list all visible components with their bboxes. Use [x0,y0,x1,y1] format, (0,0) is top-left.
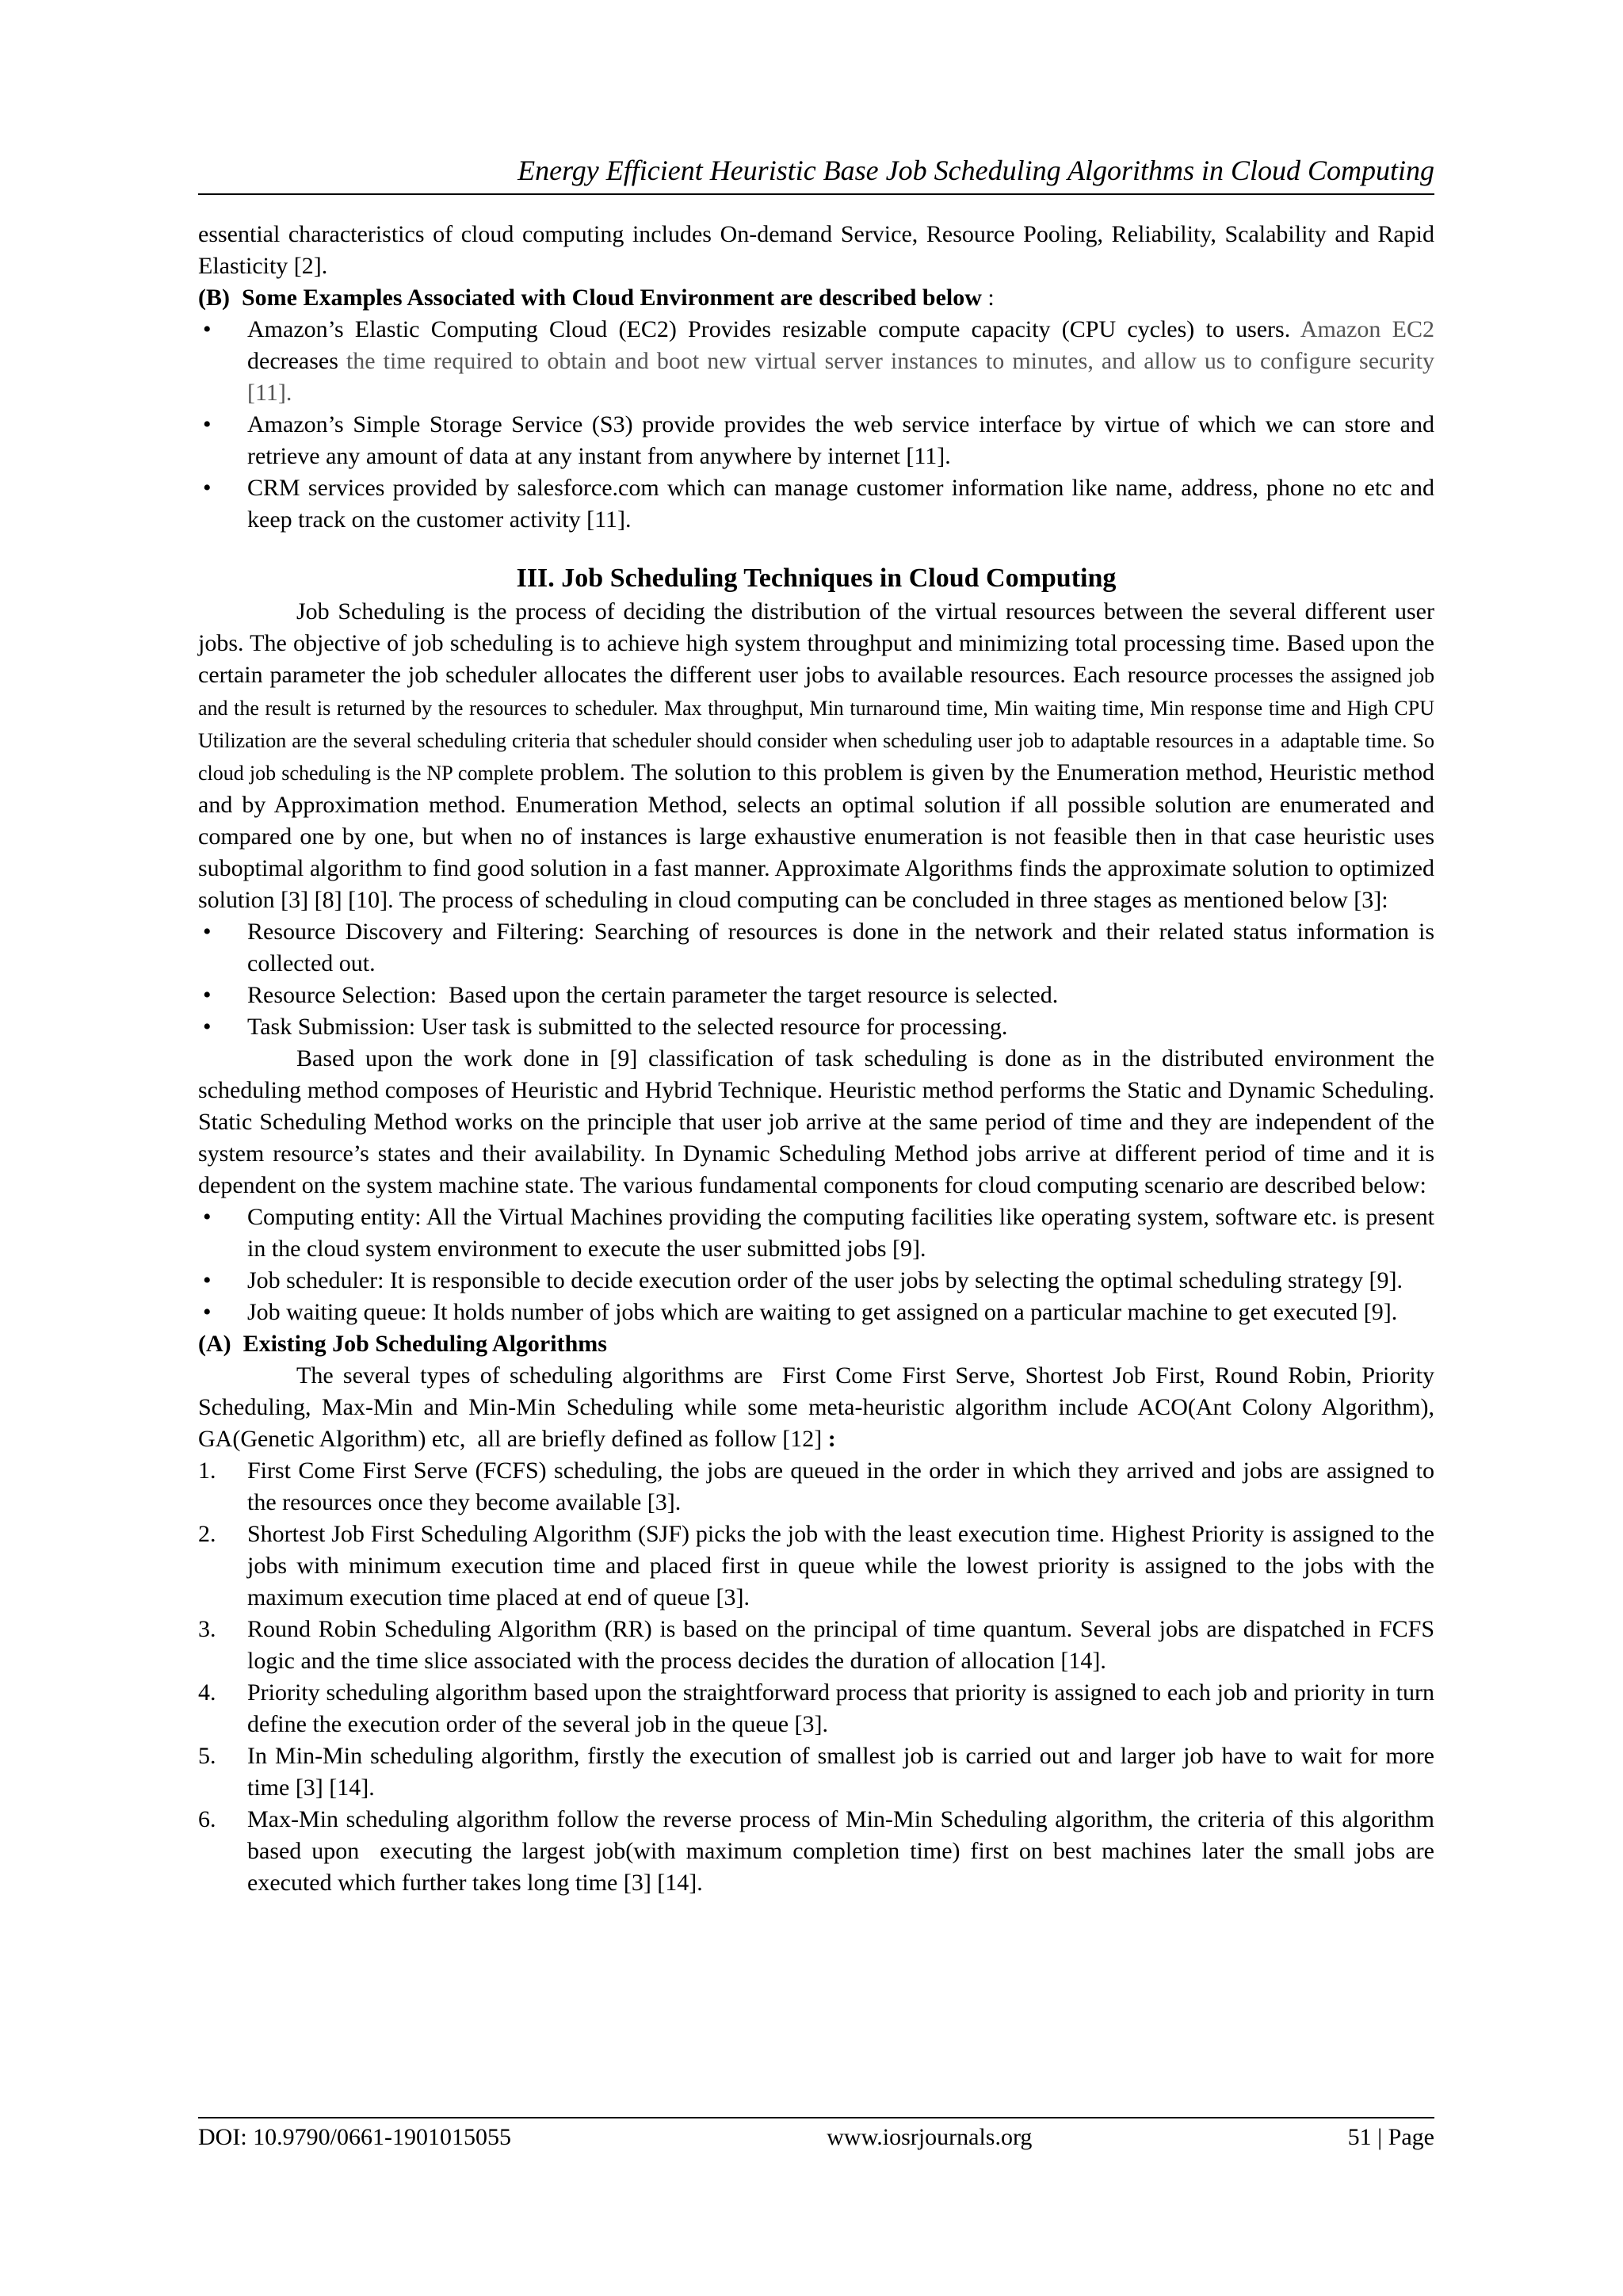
footer-page-number: 51 | Page [1347,2124,1434,2150]
bullet-icon: • [203,1299,212,1325]
bullet-icon: • [203,1014,212,1040]
list-item [198,472,1434,536]
para1-part-a: Job Scheduling is the process of deciding the distribution of the virtual resources between the several different user jobs. The objective of job scheduling is to achieve high system throughput and minimizing total processing time. Based upon the certain parameter the job scheduler allocates the different user jobs to available resources. Each resource [198,598,1434,688]
section-b-heading-suffix: : [981,285,995,311]
bullet-icon: • [203,1267,212,1293]
list-item-text: Amazon’s Simple Storage Service (S3) provide provides the web service interface by virtue of which we can store and retrieve any amount of data at any instant from anywhere by internet [11]. [247,411,1434,469]
list-item-text: In Min-Min scheduling algorithm, firstly the execution of smallest job is carried out and larger job have to wait for more time [3] [14]. [247,1743,1434,1801]
list-item-text: First Come First Serve (FCFS) scheduling, the jobs are queued in the order in which they arrived and jobs are assigned to the resources once they become available [3]. [247,1457,1434,1515]
section-b-heading-text: (B) Some Examples Associated with Cloud Environment are described below [198,285,982,311]
bullet-icon: • [203,475,212,501]
section-3-paragraph-2: Based upon the work done in [9] classification of task scheduling is done as in the distributed environment the scheduling method composes of Heuristic and Hybrid Technique. Heuristic method performs the Static and Dynamic Scheduling. Static Scheduling Method works on the principle that user job arrive at the same period of time and they are independent of the system resource’s states and their availability. In Dynamic Scheduling Method jobs arrive at different period of time and it is dependent on the system machine state. The various fundamental components for cloud computing scenario are described below: [198,1045,1434,1198]
list-item-text: Resource Selection: Based upon the certain parameter the target resource is selected. [247,982,1059,1008]
bullet-icon: • [203,982,212,1008]
components-list [198,1201,1434,1328]
list-item-text: Shortest Job First Scheduling Algorithm (SJF) picks the job with the least execution time. Highest Priority is assigned to the jobs with minimum execution time and placed first in queue while the lowest priority is assigned to the jobs with the maximum execution time placed at end of queue [3]. [247,1521,1434,1610]
running-header: Energy Efficient Heuristic Base Job Scheduling Algorithms in Cloud Computing [198,151,1434,195]
list-item [198,1614,1434,1677]
section-3-paragraph-1 [198,596,1434,916]
list-item [198,1677,1434,1740]
item-number: 1. [198,1457,216,1484]
intro-paragraph: essential characteristics of cloud computing includes On-demand Service, Resource Pooling, Reliability, Scalability and Rapid Elasticity [2]. [198,221,1434,279]
list-item [198,1519,1434,1614]
section-a-intro-text: The several types of scheduling algorithms are First Come First Serve, Shortest Job First, Round Robin, Priority Scheduling, Max-Min and Min-Min Scheduling while some meta-heuristic algorithm include ACO(Ant Colony Algorithm), GA(Genetic Algorithm) etc, all are briefly defined as follow [12] [198,1362,1434,1452]
list-item-text: CRM services provided by salesforce.com which can manage customer information like name, address, phone no etc and keep track on the customer activity [11]. [247,475,1434,533]
bullet-icon: • [203,919,212,945]
list-item-text: Resource Discovery and Filtering: Searching of resources is done in the network and their related status information is collected out. [247,919,1434,976]
ec2-text-grey: Amazon EC2 [1300,316,1434,342]
item-number: 5. [198,1743,216,1769]
list-item [198,1265,1434,1297]
section-b-heading [198,282,1434,314]
list-item-text: Round Robin Scheduling Algorithm (RR) is based on the principal of time quantum. Several jobs are dispatched in FCFS logic and the time slice associated with the process decides the duration of allocation [14]. [247,1616,1434,1674]
item-number: 4. [198,1679,216,1706]
list-item [198,1297,1434,1328]
list-item [198,916,1434,980]
bullet-icon: • [203,1204,212,1230]
list-item [198,314,1434,409]
list-item-text: Priority scheduling algorithm based upon the straightforward process that priority is assigned to each job and priority in turn define the execution order of the several job in the queue [3]. [247,1679,1434,1737]
section-a-intro-colon: : [822,1426,836,1452]
list-item [198,409,1434,472]
item-number: 3. [198,1616,216,1642]
footer-doi: DOI: 10.9790/0661-1901015055 [198,2124,511,2150]
page-footer [198,2117,1434,2153]
list-item-text: Amazon’s Elastic Computing Cloud (EC2) Provides resizable compute capacity (CPU cycles) to users. [247,316,1291,342]
list-item-text: Job scheduler: It is responsible to decide execution order of the user jobs by selecting the optimal scheduling strategy [9]. [247,1267,1403,1293]
ec2-text-grey-2: the time required to obtain and boot new virtual server instances to minutes, and allow us to configure security [11]. [247,348,1434,406]
para1-small-text: processes the assigned job and the result is returned by the resources to scheduler. Max throughput, Min turnaround time, Min waiting time, Min response time and High CPU Utilization are the several scheduling criteria that scheduler should consider when scheduling user job to adaptable resources in a adaptable time. So cloud job scheduling is the NP complete [198,664,1434,785]
algorithms-list [198,1455,1434,1899]
section-a-heading: (A) Existing Job Scheduling Algorithms [198,1331,607,1357]
list-item [198,1455,1434,1519]
item-number: 2. [198,1521,216,1547]
scheduling-stages-list [198,916,1434,1043]
cloud-examples-list [198,314,1434,536]
item-number: 6. [198,1806,216,1832]
para1-part-b: problem. The solution to this problem is given by the Enumeration method, Heuristic method and by Approximation method. Enumeration Method, selects an optimal solution if all possible solution are enumerated and compared one by one, but when no of instances is large exhaustive enumeration is not feasible then in that case heuristic uses suboptimal algorithm to find good solution in a fast manner. Approximate Algorithms finds the approximate solution to optimized solution [3] [8] [10]. The process of scheduling in cloud computing can be concluded in three stages as mentioned below [3]: [198,759,1434,913]
bullet-icon: • [203,316,212,342]
footer-site-link[interactable]: www.iosrjournals.org [827,2124,1033,2150]
list-item-text: Max-Min scheduling algorithm follow the reverse process of Min-Min Scheduling algorithm, the criteria of this algorithm based upon executing the largest job(with maximum completion time) first on best machines later the small jobs are executed which further takes long time [3] [14]. [247,1806,1434,1896]
section-a-intro [198,1360,1434,1455]
page-body [198,151,1434,1899]
section-3-title: III. Job Scheduling Techniques in Cloud Computing [516,563,1117,593]
list-item [198,1011,1434,1043]
list-item [198,1740,1434,1804]
list-item-text: Job waiting queue: It holds number of jobs which are waiting to get assigned on a particular machine to get executed [9]. [247,1299,1398,1325]
list-item-text: Task Submission: User task is submitted to the selected resource for processing. [247,1014,1008,1040]
list-item-text: Computing entity: All the Virtual Machines providing the computing facilities like operating system, software etc. is present in the cloud system environment to execute the user submitted jobs [9]. [247,1204,1434,1262]
list-item [198,980,1434,1011]
bullet-icon: • [203,411,212,437]
ec2-text-black: decreases [247,348,338,374]
list-item [198,1201,1434,1265]
list-item [198,1804,1434,1899]
